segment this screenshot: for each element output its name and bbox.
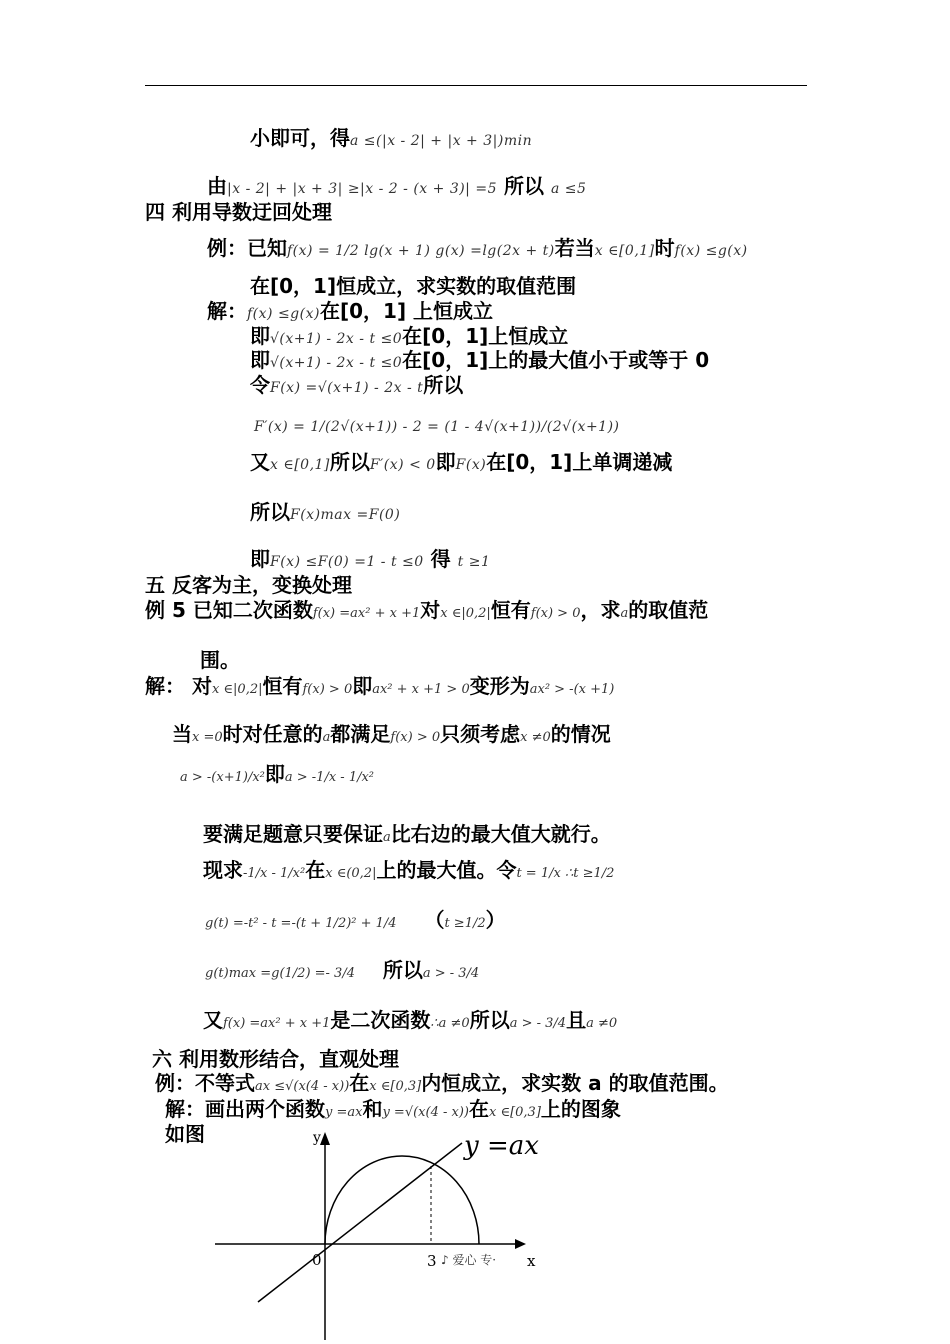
math-expr: f(x) = 1/2 lg(x + 1) g(x) =lg(2x + t) xyxy=(287,243,555,259)
text-line: 例：不等式ax ≤√(x(4 - x))在x ∈[0,3]内恒成立，求实数 a 的取值范围。 xyxy=(155,1071,729,1095)
math-expr: g(t)max =g(1/2) =- 3/4 xyxy=(205,966,355,981)
math-expr: x ≠0 xyxy=(520,730,551,745)
text-line: 解： 对x ∈|0,2|恒有f(x) > 0即ax² + x +1 > 0变形为ax² > -(x +1) xyxy=(145,674,615,698)
math-expr: f(x) ≤g(x) xyxy=(674,243,748,259)
math-expr: ax² + x +1 > 0 xyxy=(372,682,470,697)
section-heading: 四 利用导数迂回处理 xyxy=(145,200,332,224)
math-expr: x ∈[0,1] xyxy=(594,243,655,259)
math-expr: f(x) > 0 xyxy=(302,682,353,697)
section-heading: 六 利用数形结合，直观处理 xyxy=(152,1047,399,1071)
text-line: 又f(x) =ax² + x +1是二次函数∴a ≠0所以a > - 3/4且a ≠0 xyxy=(203,1008,618,1032)
math-expr: x ∈[0,3] xyxy=(369,1079,422,1094)
text-line: 要满足题意只要保证a比右边的最大值大就行。 xyxy=(203,822,611,846)
math-expr: -1/x - 1/x² xyxy=(243,866,306,881)
semicircle-curve xyxy=(325,1156,479,1244)
math-expr: F(x) ≤F(0) =1 - t ≤0 xyxy=(270,554,424,570)
math-expr: x ∈|0,2| xyxy=(440,606,491,621)
math-expr: a > -(x+1)/x² xyxy=(180,770,265,785)
text-line: g(t)max =g(1/2) =- 3/4 所以a > - 3/4 xyxy=(205,958,480,982)
math-expr: a > - 3/4 xyxy=(422,966,480,981)
x-axis-label: x xyxy=(527,1252,536,1270)
math-expr: x =0 xyxy=(192,730,223,745)
math-expr: a > -1/x - 1/x² xyxy=(284,770,375,785)
math-expr: x ∈|0,2| xyxy=(211,682,263,697)
math-expr: x ∈[0,3] xyxy=(488,1105,541,1120)
math-expr: a ≤(|x - 2| + |x + 3|)min xyxy=(350,133,533,149)
math-expr: x ∈(0,2| xyxy=(325,866,377,881)
tick-label: 3 xyxy=(427,1252,437,1270)
math-expr: f(x) ≤g(x) xyxy=(247,306,320,322)
math-expr: f(x) > 0 xyxy=(390,730,441,745)
text-line: 又x ∈[0,1]所以F′(x) < 0即F(x)在[0，1]上单调递减 xyxy=(250,450,673,474)
math-expr: t ≥1 xyxy=(457,554,491,570)
text-line: 围。 xyxy=(200,648,240,672)
text-line: 如图 xyxy=(165,1122,205,1146)
text-line: a > -(x+1)/x²即a > -1/x - 1/x² xyxy=(180,762,375,786)
math-expr: f(x) > 0 xyxy=(530,606,581,621)
math-expr: √(x+1) - 2x - t ≤0 xyxy=(270,331,403,347)
math-expr: g(t) =-t² - t =-(t + 1/2)² + 1/4 xyxy=(205,916,397,931)
math-expr: F′(x) < 0 xyxy=(369,457,436,473)
text-line: 由|x - 2| + |x + 3| ≥|x - 2 - (x + 3)| =5 所以 a ≤5 xyxy=(207,174,587,198)
section-heading: 五 反客为主，变换处理 xyxy=(145,573,352,597)
math-expr: t = 1/x ∴t ≥1/2 xyxy=(516,866,615,881)
math-expr: a ≠0 xyxy=(586,1016,618,1031)
math-expr: a xyxy=(383,830,391,845)
text-line: 即F(x) ≤F(0) =1 - t ≤0 得 t ≥1 xyxy=(250,547,491,571)
origin-label: 0 xyxy=(312,1251,322,1269)
math-expr: f(x) =ax² + x +1 xyxy=(312,606,421,621)
text-line: 在[0，1]恒成立，求实数的取值范围 xyxy=(250,274,577,298)
math-expr: F(x) =√(x+1) - 2x - t xyxy=(270,380,424,396)
line-label: y =ax xyxy=(464,1131,539,1161)
text-line: 例 5 已知二次函数f(x) =ax² + x +1对x ∈|0,2|恒有f(x) > 0，求a的取值范 xyxy=(145,598,709,622)
math-expr: t ≥1/2 xyxy=(444,916,486,931)
y-axis-arrow-icon xyxy=(320,1132,330,1145)
y-axis-label: y xyxy=(313,1130,321,1146)
math-expr: a xyxy=(620,606,629,621)
text-line: 解：f(x) ≤g(x)在[0，1] 上恒成立 xyxy=(207,299,494,323)
text-line: 当x =0时对任意的a都满足f(x) > 0只须考虑x ≠0的情况 xyxy=(172,722,611,746)
x-axis-arrow-icon xyxy=(515,1239,526,1249)
watermark-text: ♪ 爱心 专· xyxy=(441,1253,497,1267)
text-line: 现求-1/x - 1/x²在x ∈(0,2|上的最大值。令t = 1/x ∴t ≥1/2 xyxy=(203,858,615,882)
text-line: 令F(x) =√(x+1) - 2x - t所以 xyxy=(250,373,464,397)
math-expr: a xyxy=(322,730,331,745)
math-expr: ax ≤√(x(4 - x)) xyxy=(255,1079,350,1094)
text-line: 小即可，得a ≤(|x - 2| + |x + 3|)min xyxy=(250,126,533,150)
math-expr: y =√(x(4 - x)) xyxy=(382,1105,469,1120)
math-expr: a > - 3/4 xyxy=(509,1016,567,1031)
math-expr: y =ax xyxy=(325,1105,363,1120)
math-expr: |x - 2| + |x + 3| ≥|x - 2 - (x + 3)| =5 xyxy=(227,181,497,197)
text-line: 解：画出两个函数y =ax和y =√(x(4 - x))在x ∈[0,3]上的图象 xyxy=(165,1097,621,1121)
math-expr: x ∈[0,1] xyxy=(270,457,330,473)
math-expr: ∴a ≠0 xyxy=(430,1016,470,1031)
math-expr: F(x) xyxy=(455,457,487,473)
math-expr: ax² > -(x +1) xyxy=(529,682,615,697)
text-line: 即√(x+1) - 2x - t ≤0在[0，1]上恒成立 xyxy=(250,324,569,348)
text-line: 所以F(x)max =F(0) xyxy=(250,500,401,524)
text-line: g(t) =-t² - t =-(t + 1/2)² + 1/4 （t ≥1/2） xyxy=(205,908,506,932)
math-expr: f(x) =ax² + x +1 xyxy=(223,1016,331,1031)
math-expr: F(x)max =F(0) xyxy=(290,507,401,523)
text-line: 例：已知f(x) = 1/2 lg(x + 1) g(x) =lg(2x + t)若当x ∈[0,1]时f(x) ≤g(x) xyxy=(207,236,748,260)
math-expr: √(x+1) - 2x - t ≤0 xyxy=(270,355,403,371)
math-expr: a ≤5 xyxy=(550,181,587,197)
math-expr: F′(x) = 1/(2√(x+1)) - 2 = (1 - 4√(x+1))/(2√(x+1)) xyxy=(254,419,620,435)
text-line: 即√(x+1) - 2x - t ≤0在[0，1]上的最大值小于或等于 0 xyxy=(250,348,710,372)
